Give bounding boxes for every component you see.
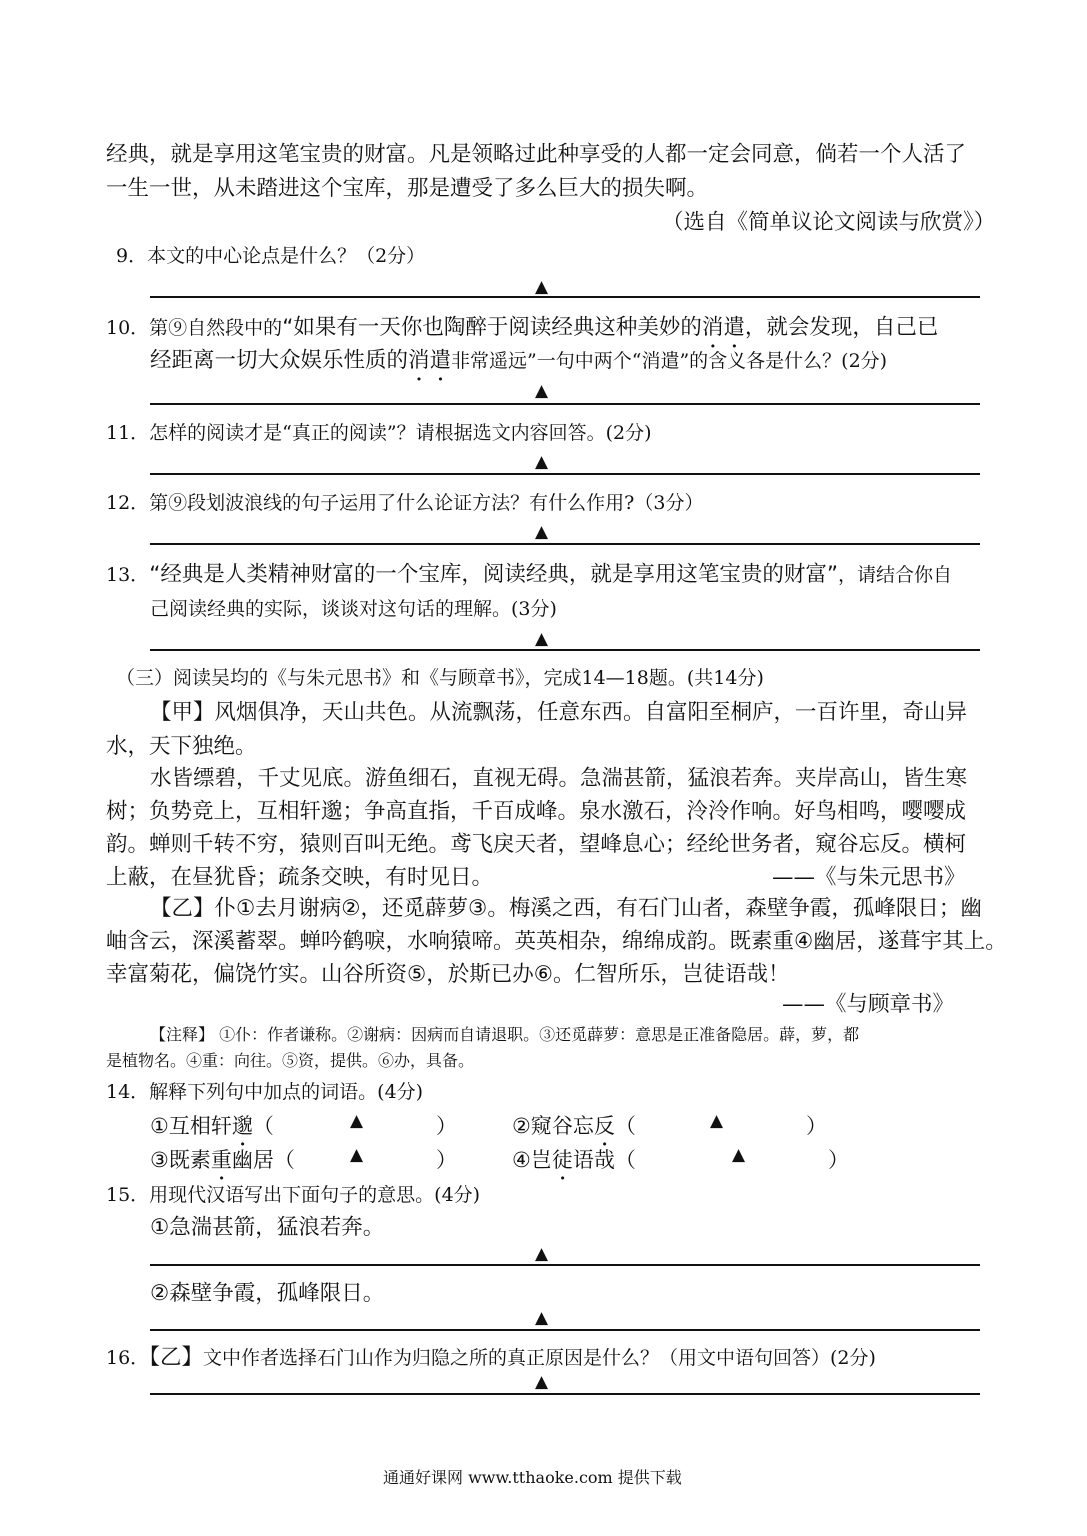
question-15: 15．用现代汉语写出下面句子的意思。(4分) xyxy=(106,1184,481,1206)
q14-item-3: ③既素重幽居（ xyxy=(150,1148,295,1172)
answer-mark: ▲ xyxy=(732,1145,746,1165)
answer-mark: ▲ xyxy=(710,1111,724,1131)
question-12: 12．第⑨段划波浪线的句子运用了什么论证方法？有什么作用?（3分） xyxy=(106,492,704,514)
question-9: 9．本文的中心论点是什么？（2分） xyxy=(116,245,426,267)
answer-mark: ▲ xyxy=(535,277,549,297)
q14-item-2: ②窥谷忘反（ xyxy=(512,1114,636,1138)
question-14: 14．解释下列句中加点的词语。(4分) xyxy=(106,1081,424,1103)
question-13: 13．“经典是人类精神财富的一个宝库，阅读经典，就是享用这笔宝贵的财富”，请结合你自 xyxy=(106,562,952,587)
close-paren: ） xyxy=(436,1148,457,1172)
passage-jia-line: 上蔽，在昼犹昏；疏条交映，有时见日。 xyxy=(106,865,494,890)
section-heading: （三）阅读吴均的《与朱元思书》和《与顾章书》，完成14—18题。(共14分) xyxy=(116,667,764,689)
close-paren: ） xyxy=(806,1114,827,1138)
answer-line[interactable] xyxy=(150,649,980,651)
close-paren: ） xyxy=(828,1148,849,1172)
answer-mark: ▲ xyxy=(535,452,549,472)
passage-yi-line: 【乙】仆①去月谢病②，还觅薜萝③。梅溪之西，有石门山者，森壁争霞，孤峰限日；幽 xyxy=(150,896,982,921)
passage-line: 一生一世，从未踏进这个宝库，那是遭受了多么巨大的损失啊。 xyxy=(106,176,709,201)
q14-item-1: ①互相轩邈（ xyxy=(150,1114,274,1138)
passage-jia-line: 树；负势竞上，互相轩邈；争高直指，千百成峰。泉水激石，泠泠作响。好鸟相鸣，嘤嘤成 xyxy=(106,799,967,824)
question-10: 10．第⑨自然段中的“如果有一天你也陶醉于阅读经典这种美妙的消遣，就会发现，自己已 xyxy=(106,315,939,340)
answer-mark: ▲ xyxy=(535,381,549,401)
question-16: 16．【乙】文中作者选择石门山作为归隐之所的真正原因是什么？（用文中语句回答）(2分) xyxy=(106,1345,876,1370)
notes-line: 是植物名。④重：向往。⑤资，提供。⑥办，具备。 xyxy=(106,1051,475,1070)
passage-yi-line: 岫含云，深溪蓄翠。蝉吟鹤唳，水响猿啼。英英相杂，绵绵成韵。既素重④幽居，遂葺宇其上。 xyxy=(106,929,1007,954)
close-paren: ） xyxy=(436,1114,457,1138)
question-10-line2: 经距离一切大众娱乐性质的消遣非常遥远”一句中两个“消遣”的含义各是什么？(2分) xyxy=(150,348,888,373)
answer-mark: ▲ xyxy=(350,1111,364,1131)
answer-line[interactable] xyxy=(150,1329,980,1331)
passage-jia-line: 水皆缥碧，千丈见底。游鱼细石，直视无碍。急湍甚箭，猛浪若奔。夹岸高山，皆生寒 xyxy=(150,766,968,791)
q14-item-4: ④岂徒语哉（ xyxy=(512,1148,636,1172)
passage-source: ——《与顾章书》 xyxy=(782,992,955,1017)
passage-source: （选自《简单议论文阅读与欣赏》） xyxy=(662,210,996,235)
question-11: 11．怎样的阅读才是“真正的阅读”？请根据选文内容回答。(2分) xyxy=(106,422,652,444)
passage-line: 经典，就是享用这笔宝贵的财富。凡是领略过此种享受的人都一定会同意，倘若一个人活了 xyxy=(106,142,967,167)
q15-sentence-1: ①急湍甚箭，猛浪若奔。 xyxy=(150,1215,385,1240)
passage-jia-line: 水，天下独绝。 xyxy=(106,734,257,759)
answer-mark: ▲ xyxy=(350,1145,364,1165)
answer-mark: ▲ xyxy=(535,629,549,649)
passage-source: ——《与朱元思书》 xyxy=(772,865,966,890)
answer-mark: ▲ xyxy=(535,1308,549,1328)
answer-mark: ▲ xyxy=(535,1372,549,1392)
notes-line: 【注释】 ①仆：作者谦称。②谢病：因病而自请退职。③还觅薜萝：意思是正准备隐居。薜，萝，都 xyxy=(150,1025,860,1044)
q15-sentence-2: ②森壁争霞，孤峰限日。 xyxy=(150,1281,385,1306)
answer-line[interactable] xyxy=(150,1393,980,1395)
answer-line[interactable] xyxy=(150,1264,980,1266)
page-footer: 通通好课网 www.tthaoke.com 提供下载 xyxy=(383,1468,682,1487)
answer-line[interactable] xyxy=(150,296,980,298)
passage-yi-line: 幸富菊花，偏饶竹实。山谷所资⑤，於斯已办⑥。仁智所乐，岂徒语哉！ xyxy=(106,962,790,987)
answer-line[interactable] xyxy=(150,473,980,475)
answer-mark: ▲ xyxy=(535,522,549,542)
answer-line[interactable] xyxy=(150,403,980,405)
answer-line[interactable] xyxy=(150,543,980,545)
answer-mark: ▲ xyxy=(535,1244,549,1264)
question-13-line2: 己阅读经典的实际，谈谈对这句话的理解。(3分) xyxy=(150,598,557,620)
passage-jia-line: 韵。蝉则千转不穷，猿则百叫无绝。鸢飞戾天者，望峰息心；经纶世务者，窥谷忘反。横柯 xyxy=(106,832,967,857)
passage-jia-line: 【甲】风烟俱净，天山共色。从流飘荡，任意东西。自富阳至桐庐，一百许里，奇山异 xyxy=(150,700,968,725)
